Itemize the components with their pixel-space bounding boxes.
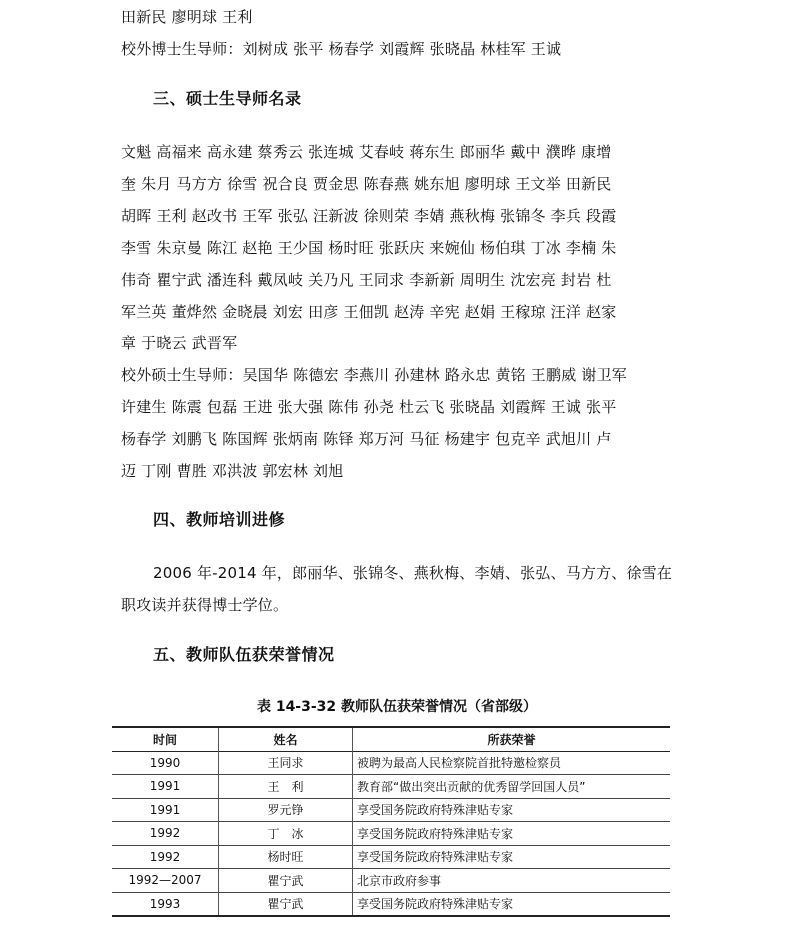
- text-line: 文魁 高福来 高永建 蔡秀云 张连城 艾春岐 蒋东生 郎丽华 戴中 濮晔 康增: [121, 143, 612, 161]
- text-line: 杨春学 刘鹏飞 陈国辉 张炳南 陈铎 郑万河 马征 杨建宇 包克辛 武旭川 卢: [121, 430, 612, 448]
- table-row: [112, 869, 670, 893]
- text-line: 许建生 陈震 包磊 王进 张大强 陈伟 孙尧 杜云飞 张晓晶 刘霞辉 王诚 张平: [121, 398, 617, 416]
- text-line: 军兰英 董烨然 金晓晨 刘宏 田彦 王佃凯 赵涛 辛宪 赵娟 王稼琼 汪洋 赵家: [121, 303, 617, 321]
- cell-name: 王 利: [219, 775, 353, 799]
- table-caption: 表 14-3-32 教师队伍获荣誉情况（省部级）: [256, 699, 538, 715]
- table-row: [112, 775, 670, 799]
- table-header-row: [112, 727, 670, 751]
- cell-year: 1992: [149, 826, 181, 841]
- text-line: 章 于晓云 武晋军: [121, 334, 238, 352]
- table-row: [112, 798, 670, 822]
- cell-name: 杨时旺: [219, 845, 353, 869]
- cell-name: 罗元铮: [219, 798, 353, 822]
- text-line: 职攻读并获得博士学位。: [121, 596, 289, 614]
- cell-name: 瞿宁武: [219, 869, 353, 893]
- section-heading: 五、教师队伍获荣誉情况: [153, 645, 335, 664]
- cell-year: 1992: [149, 849, 181, 864]
- table-row: [112, 845, 670, 869]
- cell-honor: 享受国务院政府特殊津贴专家: [353, 845, 671, 869]
- cell-honor: 享受国务院政府特殊津贴专家: [353, 798, 671, 822]
- cell-honor: 享受国务院政府特殊津贴专家: [353, 822, 671, 846]
- cell-honor: 被聘为最高人民检察院首批特邀检察员: [353, 751, 671, 775]
- text-line: 校外博士生导师：刘树成 张平 杨春学 刘霞辉 张晓晶 林桂军 王诚: [121, 40, 562, 58]
- text-line: 李雪 朱京曼 陈江 赵艳 王少国 杨时旺 张跃庆 来婉仙 杨伯琪 丁冰 李楠 朱: [121, 239, 617, 257]
- cell-name: 丁 冰: [219, 822, 353, 846]
- cell-honor: 北京市政府参事: [353, 869, 671, 893]
- column-header-honor: 所获荣誉: [353, 727, 671, 751]
- text-line: 胡晖 王利 赵改书 王军 张弘 汪新波 徐则荣 李婧 燕秋梅 张锦冬 李兵 段霞: [121, 207, 617, 225]
- column-header-year: 时间: [152, 732, 177, 747]
- cell-year: 1990: [149, 755, 181, 770]
- honors-table: [112, 726, 670, 917]
- text-line: 奎 朱月 马方方 徐雪 祝合良 贾金思 陈春燕 姚东旭 廖明球 王文举 田新民: [121, 175, 612, 193]
- text-line: 2006 年-2014 年，郎丽华、张锦冬、燕秋梅、李婧、张弘、马方方、徐雪在: [153, 564, 673, 582]
- cell-year: 1991: [149, 802, 181, 817]
- table-row: [112, 751, 670, 775]
- cell-year: 1991: [149, 779, 181, 794]
- cell-honor: 教育部“做出突出贡献的优秀留学回国人员”: [353, 775, 671, 799]
- column-header-name: 姓名: [219, 727, 353, 751]
- text-line: 田新民 廖明球 王利: [121, 8, 253, 26]
- section-heading: 三、硕士生导师名录: [153, 89, 302, 108]
- cell-year: 1992—2007: [128, 873, 202, 888]
- cell-honor: 享受国务院政府特殊津贴专家: [353, 892, 671, 916]
- text-line: 校外硕士生导师：吴国华 陈德宏 李燕川 孙建林 路永忠 黄铭 王鹏威 谢卫军: [121, 366, 627, 384]
- table-row: [112, 822, 670, 846]
- table-row: [112, 892, 670, 916]
- section-heading: 四、教师培训进修: [153, 510, 286, 529]
- cell-name: 瞿宁武: [219, 892, 353, 916]
- cell-name: 王同求: [219, 751, 353, 775]
- text-line: 伟奇 瞿宁武 潘连科 戴凤岐 关乃凡 王同求 李新新 周明生 沈宏亮 封岩 杜: [121, 271, 612, 289]
- cell-year: 1993: [149, 896, 181, 911]
- text-line: 迈 丁刚 曹胜 邓洪波 郭宏林 刘旭: [121, 462, 344, 480]
